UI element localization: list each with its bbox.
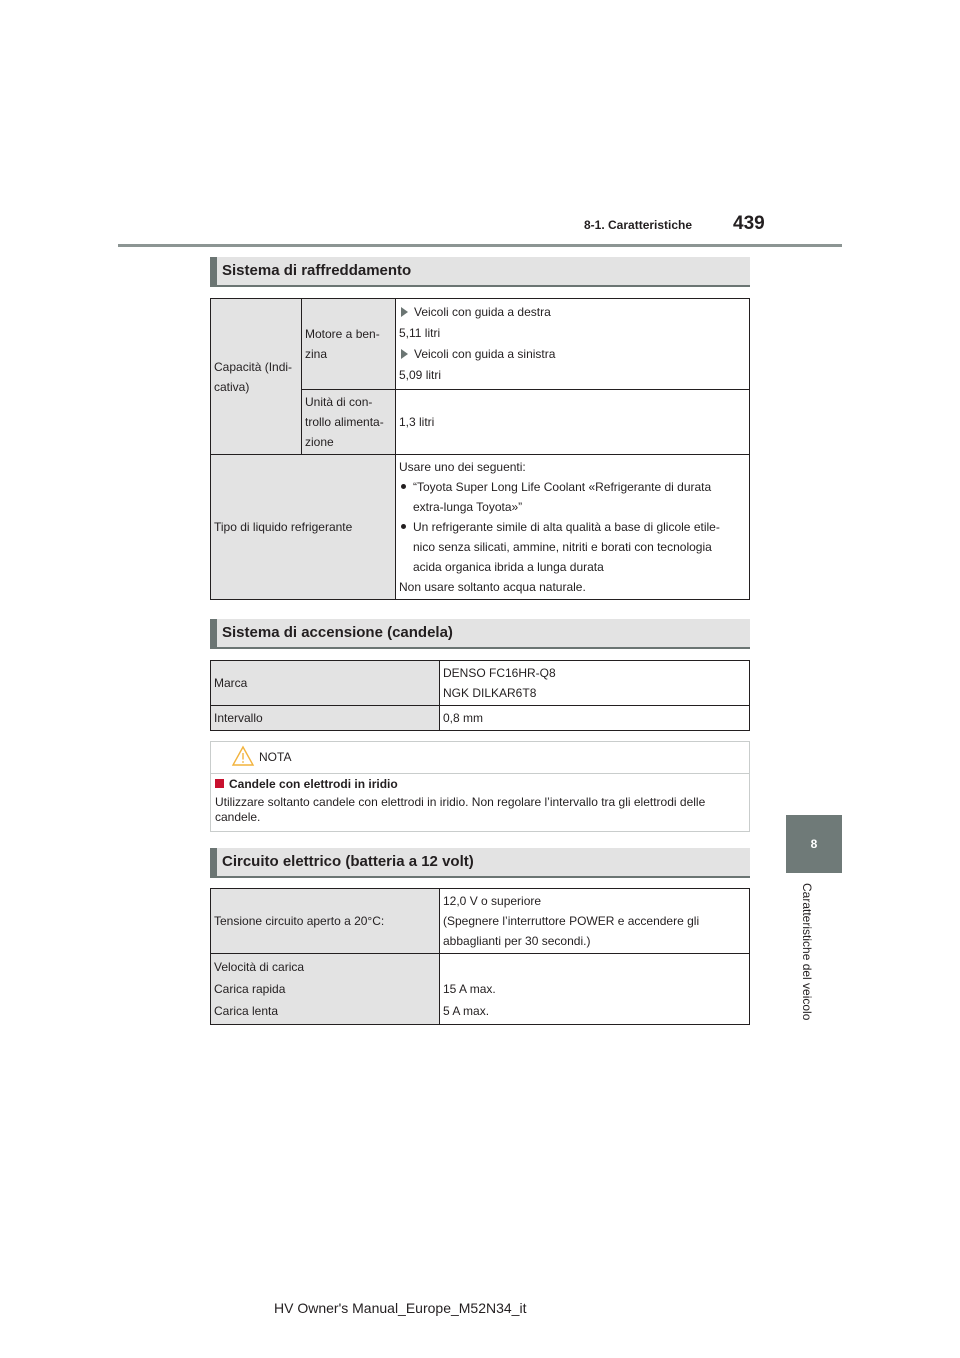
gap-label: Intervallo bbox=[211, 706, 440, 731]
ignition-section-heading bbox=[210, 619, 750, 649]
chapter-title: Caratteristiche del veicolo bbox=[800, 883, 814, 1021]
lhd-value: 5,09 litri bbox=[399, 368, 442, 382]
brand-value: NGK DILKAR6T8 bbox=[443, 686, 537, 700]
rhd-value: 5,11 litri bbox=[399, 326, 441, 340]
note-header bbox=[211, 742, 749, 774]
header-rule bbox=[118, 244, 842, 247]
pcu-label-line: trollo alimenta- bbox=[305, 415, 384, 429]
footer-manual-id: HV Owner's Manual_Europe_M52N34_it bbox=[274, 1300, 527, 1316]
note-box bbox=[210, 741, 750, 832]
charge-rate-values bbox=[440, 954, 750, 1025]
triangle-bullet-icon bbox=[401, 349, 408, 359]
bullet-icon bbox=[401, 524, 406, 529]
coolant-outro: Non usare soltanto acqua naturale. bbox=[399, 580, 586, 594]
engine-label bbox=[302, 299, 396, 390]
ocv-value: 12,0 V o superiore bbox=[443, 894, 542, 908]
fast-charge-label: Carica rapida bbox=[214, 982, 286, 996]
note-subtitle-text: Candele con elettrodi in iridio bbox=[229, 777, 398, 791]
note-body-line: candele. bbox=[215, 810, 261, 824]
lhd-label: Veicoli con guida a sinistra bbox=[414, 347, 556, 361]
section-title: 8-1. Caratteristiche bbox=[584, 218, 693, 232]
capacity-label bbox=[211, 299, 302, 455]
gap-value: 0,8 mm bbox=[440, 706, 750, 731]
slow-charge-label: Carica lenta bbox=[214, 1004, 279, 1018]
cooling-table bbox=[210, 298, 750, 600]
pcu-label-line: Unità di con- bbox=[305, 395, 373, 409]
coolant-intro: Usare uno dei seguenti: bbox=[399, 460, 526, 474]
ocv-value: (Spegnere l’interruttore POWER e accendere gli bbox=[443, 914, 700, 928]
table-row bbox=[211, 954, 750, 1025]
coolant-type-values bbox=[396, 455, 750, 600]
coolant-option-2-cont: nico senza silicati, ammine, nitriti e borati con tecnologia bbox=[413, 540, 712, 554]
engine-capacity-values bbox=[396, 299, 750, 390]
cooling-section-title: Sistema di raffreddamento bbox=[222, 262, 412, 279]
electrical-table bbox=[210, 888, 750, 1025]
coolant-type-label: Tipo di liquido refrigerante bbox=[211, 455, 396, 600]
heading-bar bbox=[210, 848, 217, 876]
coolant-option-2-cont: acida organica ibrida a lunga durata bbox=[413, 560, 604, 574]
slow-charge-value: 5 A max. bbox=[443, 1004, 490, 1018]
heading-bar bbox=[210, 257, 217, 285]
ocv-value: abbaglianti per 30 secondi.) bbox=[443, 934, 591, 948]
coolant-option-1-cont: extra-lunga Toyota»” bbox=[413, 500, 523, 514]
pcu-value: 1,3 litri bbox=[396, 390, 750, 455]
heading-bar bbox=[210, 619, 217, 647]
electrical-section-heading bbox=[210, 848, 750, 878]
table-row bbox=[211, 889, 750, 954]
capacity-label-line: cativa) bbox=[214, 379, 250, 394]
note-subtitle bbox=[215, 777, 398, 791]
chapter-side-label bbox=[800, 883, 822, 1043]
ocv-label: Tensione circuito aperto a 20°C: bbox=[211, 889, 440, 954]
coolant-option-1: “Toyota Super Long Life Coolant «Refrigerante di durata bbox=[413, 480, 712, 494]
charge-rate-labels bbox=[211, 954, 440, 1025]
brand-label: Marca bbox=[211, 661, 440, 706]
warning-triangle-icon bbox=[231, 745, 255, 767]
brand-values bbox=[440, 661, 750, 706]
note-body bbox=[215, 795, 745, 825]
ignition-section-title: Sistema di accensione (candela) bbox=[222, 624, 453, 641]
engine-label-line: zina bbox=[305, 347, 328, 361]
capacity-label-line: Capacità (Indi- bbox=[214, 359, 293, 374]
pcu-label bbox=[302, 390, 396, 455]
note-title: NOTA bbox=[259, 750, 292, 764]
chapter-tab: 8 bbox=[786, 815, 842, 873]
ocv-values bbox=[440, 889, 750, 954]
table-row bbox=[211, 661, 750, 706]
square-marker-icon bbox=[215, 779, 224, 788]
electrical-section-title: Circuito elettrico (batteria a 12 volt) bbox=[222, 853, 474, 870]
table-row bbox=[211, 299, 750, 390]
cooling-section-heading bbox=[210, 257, 750, 287]
ignition-table bbox=[210, 660, 750, 731]
table-row bbox=[211, 455, 750, 600]
page-number: 439 bbox=[733, 213, 765, 234]
fast-charge-value: 15 A max. bbox=[443, 982, 496, 996]
pcu-label-line: zione bbox=[305, 435, 334, 449]
brand-value: DENSO FC16HR-Q8 bbox=[443, 666, 556, 680]
engine-label-line: Motore a ben- bbox=[305, 327, 380, 341]
rhd-label: Veicoli con guida a destra bbox=[414, 305, 551, 319]
charge-rate-label: Velocità di carica bbox=[214, 960, 305, 974]
bullet-icon bbox=[401, 484, 406, 489]
triangle-bullet-icon bbox=[401, 307, 408, 317]
note-body-line: Utilizzare soltanto candele con elettrodi in iridio. Non regolare l’intervallo tra gli elettrodi delle bbox=[215, 795, 706, 809]
coolant-option-2: Un refrigerante simile di alta qualità a base di glicole etile- bbox=[413, 520, 720, 534]
table-row bbox=[211, 706, 750, 731]
